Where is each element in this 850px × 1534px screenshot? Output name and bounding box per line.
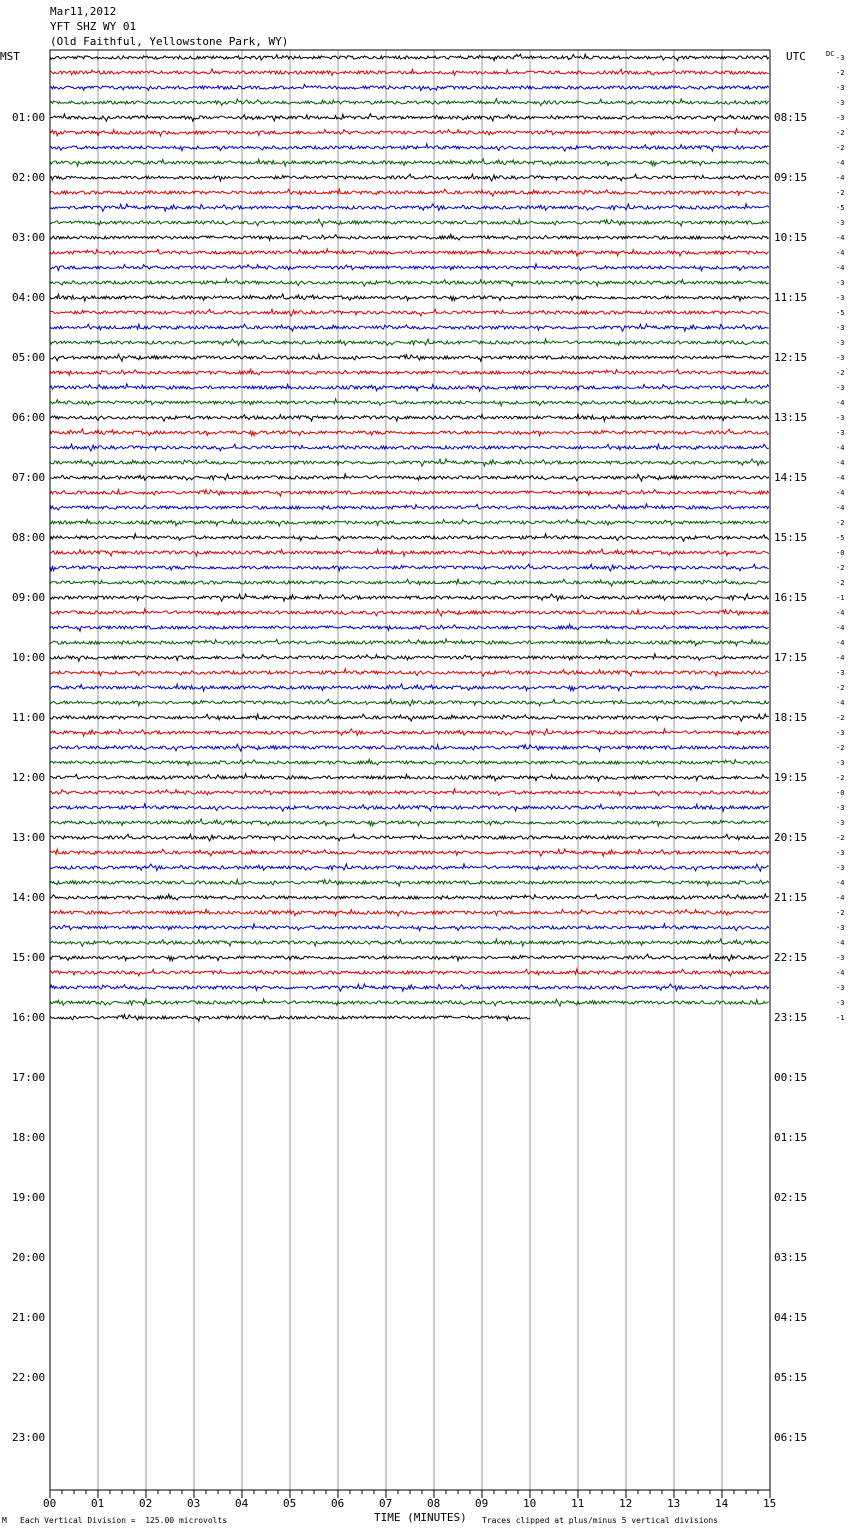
trace-row-49 bbox=[50, 789, 769, 796]
dc-offset-label: -4 bbox=[836, 398, 845, 407]
trace-row-25 bbox=[50, 429, 769, 436]
dc-offset-label: -2 bbox=[836, 143, 845, 152]
mst-hour-label: 08:00 bbox=[12, 530, 46, 544]
dc-offset-label: -5 bbox=[836, 533, 845, 542]
utc-hour-label: 13:15 bbox=[774, 410, 808, 424]
mst-hour-label: 13:00 bbox=[12, 830, 46, 844]
trace-row-32 bbox=[50, 534, 769, 541]
utc-axis-title: UTC bbox=[786, 50, 806, 63]
trace-row-51 bbox=[50, 819, 769, 826]
trace-row-23 bbox=[50, 399, 769, 406]
trace-row-59 bbox=[50, 939, 769, 946]
dc-offset-label: -4 bbox=[836, 263, 845, 272]
dc-offset-label: -3 bbox=[836, 293, 845, 302]
trace-row-39 bbox=[50, 639, 769, 646]
utc-hour-label: 17:15 bbox=[774, 650, 808, 664]
dc-offset-label: -3 bbox=[836, 728, 845, 737]
trace-row-44 bbox=[50, 714, 769, 721]
dc-offset-label: -2 bbox=[836, 128, 845, 137]
trace-row-46 bbox=[50, 744, 769, 751]
utc-hour-label: 15:15 bbox=[774, 530, 808, 544]
x-tick-label: 13 bbox=[667, 1497, 681, 1510]
dc-offset-label: -4 bbox=[836, 473, 845, 482]
trace-row-50 bbox=[50, 804, 769, 811]
trace-row-3 bbox=[50, 99, 769, 106]
dc-offset-label: -2 bbox=[836, 578, 845, 587]
dc-offset-label: -3 bbox=[836, 983, 845, 992]
location-label: (Old Faithful, Yellowstone Park, WY) bbox=[50, 35, 289, 48]
dc-offset-label: -3 bbox=[836, 998, 845, 1007]
dc-offset-label: -3 bbox=[836, 338, 845, 347]
mst-hour-label: 01:00 bbox=[12, 110, 46, 124]
trace-row-28 bbox=[50, 474, 769, 481]
utc-hour-label: 09:15 bbox=[774, 170, 808, 184]
trace-row-36 bbox=[50, 594, 769, 601]
dc-offset-label: -4 bbox=[836, 233, 845, 242]
dc-offset-label: -4 bbox=[836, 173, 845, 182]
dc-offset-label: -4 bbox=[836, 968, 845, 977]
dc-offset-label: -3 bbox=[836, 278, 845, 287]
utc-hour-label: 23:15 bbox=[774, 1010, 808, 1024]
dc-offset-label: -2 bbox=[836, 68, 845, 77]
dc-offset-label: -2 bbox=[836, 743, 845, 752]
dc-offset-label: -3 bbox=[836, 803, 845, 812]
mst-hour-label: 15:00 bbox=[12, 950, 46, 964]
dc-offset-label: -3 bbox=[836, 413, 845, 422]
dc-offset-label: -4 bbox=[836, 653, 845, 662]
x-tick-label: 05 bbox=[283, 1497, 297, 1510]
dc-offset-label: -3 bbox=[836, 953, 845, 962]
dc-offset-label: -3 bbox=[836, 83, 845, 92]
trace-row-48 bbox=[50, 774, 769, 781]
dc-offset-label: -4 bbox=[836, 503, 845, 512]
dc-offset-label: -5 bbox=[836, 308, 845, 317]
x-tick-label: 01 bbox=[91, 1497, 105, 1510]
dc-offset-label: -2 bbox=[836, 713, 845, 722]
dc-offset-label: -2 bbox=[836, 518, 845, 527]
dc-offset-label: -3 bbox=[836, 218, 845, 227]
trace-row-30 bbox=[50, 504, 769, 510]
trace-row-20 bbox=[50, 354, 769, 361]
mst-hour-label: 19:00 bbox=[12, 1190, 46, 1204]
dc-offset-label: -2 bbox=[836, 368, 845, 377]
trace-row-24 bbox=[50, 414, 769, 421]
trace-row-61 bbox=[50, 969, 769, 976]
trace-row-47 bbox=[50, 759, 769, 765]
utc-hour-label: 20:15 bbox=[774, 830, 808, 844]
x-tick-label: 11 bbox=[571, 1497, 585, 1510]
utc-hour-label: 04:15 bbox=[774, 1310, 808, 1324]
utc-hour-label: 14:15 bbox=[774, 470, 808, 484]
trace-row-19 bbox=[50, 339, 769, 346]
dc-offset-label: -4 bbox=[836, 698, 845, 707]
corner-mark: M bbox=[2, 1516, 7, 1525]
trace-row-55 bbox=[50, 880, 769, 887]
dc-offset-label: -4 bbox=[836, 878, 845, 887]
utc-hour-label: 02:15 bbox=[774, 1190, 808, 1204]
trace-row-22 bbox=[50, 384, 769, 391]
dc-offset-label: -4 bbox=[836, 938, 845, 947]
utc-hour-label: 21:15 bbox=[774, 890, 808, 904]
trace-row-31 bbox=[50, 519, 769, 526]
x-tick-label: 10 bbox=[523, 1497, 537, 1510]
trace-row-14 bbox=[50, 264, 769, 271]
trace-row-60 bbox=[50, 954, 769, 961]
x-tick-label: 09 bbox=[475, 1497, 489, 1510]
trace-row-57 bbox=[50, 909, 769, 916]
dc-offset-label: -3 bbox=[836, 428, 845, 437]
trace-row-6 bbox=[50, 144, 769, 151]
station-label: YFT SHZ WY 01 bbox=[50, 20, 137, 33]
utc-hour-label: 16:15 bbox=[774, 590, 808, 604]
x-tick-label: 14 bbox=[715, 1497, 729, 1510]
trace-row-7 bbox=[50, 159, 769, 166]
trace-row-17 bbox=[50, 309, 769, 316]
trace-row-43 bbox=[50, 699, 769, 706]
mst-hour-label: 16:00 bbox=[12, 1010, 46, 1024]
dc-offset-label: -3 bbox=[836, 668, 845, 677]
dc-offset-label: -1 bbox=[836, 1013, 845, 1022]
x-tick-label: 06 bbox=[331, 1497, 345, 1510]
dc-offset-label: -3 bbox=[836, 353, 845, 362]
trace-row-42 bbox=[50, 684, 769, 691]
trace-row-15 bbox=[50, 279, 769, 286]
trace-row-52 bbox=[50, 834, 769, 841]
x-tick-label: 00 bbox=[43, 1497, 57, 1510]
seismic-traces bbox=[50, 54, 769, 1021]
trace-row-12 bbox=[50, 234, 769, 240]
dc-offset-label: -4 bbox=[836, 443, 845, 452]
mst-hour-label: 09:00 bbox=[12, 590, 46, 604]
dc-offset-label: -2 bbox=[836, 773, 845, 782]
mst-hour-label: 05:00 bbox=[12, 350, 46, 364]
dc-offset-label: -4 bbox=[836, 248, 845, 257]
utc-hour-label: 03:15 bbox=[774, 1250, 808, 1264]
dc-offset-label: -3 bbox=[836, 758, 845, 767]
trace-row-63 bbox=[50, 999, 769, 1006]
utc-hour-label: 18:15 bbox=[774, 710, 808, 724]
trace-row-13 bbox=[50, 249, 769, 256]
trace-row-53 bbox=[50, 849, 769, 856]
trace-row-40 bbox=[50, 654, 769, 661]
trace-row-34 bbox=[50, 564, 769, 571]
dc-offset-label: -3 bbox=[836, 113, 845, 122]
dc-offset-label: -3 bbox=[836, 383, 845, 392]
dc-column-title: DC bbox=[826, 50, 835, 58]
mst-hour-label: 21:00 bbox=[12, 1310, 46, 1324]
trace-row-38 bbox=[50, 624, 769, 631]
mst-hour-label: 10:00 bbox=[12, 650, 46, 664]
trace-row-0 bbox=[50, 54, 769, 61]
trace-row-9 bbox=[50, 189, 769, 196]
utc-hour-label: 19:15 bbox=[774, 770, 808, 784]
x-tick-label: 15 bbox=[763, 1497, 777, 1510]
dc-offset-label: -1 bbox=[836, 593, 845, 602]
dc-offset-label: -3 bbox=[836, 848, 845, 857]
x-tick-label: 12 bbox=[619, 1497, 633, 1510]
dc-offset-label: -4 bbox=[836, 608, 845, 617]
mst-hour-label: 23:00 bbox=[12, 1430, 46, 1444]
utc-hour-label: 06:15 bbox=[774, 1430, 808, 1444]
date-label: Mar11,2012 bbox=[50, 5, 117, 18]
trace-row-2 bbox=[50, 84, 769, 90]
dc-offset-label: -5 bbox=[836, 203, 845, 212]
dc-offset-label: -3 bbox=[836, 863, 845, 872]
dc-offset-label: -0 bbox=[836, 548, 845, 557]
dc-offset-label: -2 bbox=[836, 908, 845, 917]
mst-hour-label: 07:00 bbox=[12, 470, 46, 484]
mst-hour-label: 12:00 bbox=[12, 770, 46, 784]
mst-hour-label: 17:00 bbox=[12, 1070, 46, 1084]
trace-row-26 bbox=[50, 444, 769, 451]
utc-hour-label: 12:15 bbox=[774, 350, 808, 364]
mst-hour-label: 02:00 bbox=[12, 170, 46, 184]
mst-hour-label: 03:00 bbox=[12, 230, 46, 244]
mst-hour-label: 18:00 bbox=[12, 1130, 46, 1144]
trace-row-37 bbox=[50, 609, 769, 616]
trace-row-27 bbox=[50, 459, 769, 466]
mst-hour-label: 22:00 bbox=[12, 1370, 46, 1384]
trace-row-8 bbox=[50, 174, 769, 181]
x-tick-label: 04 bbox=[235, 1497, 249, 1510]
trace-row-29 bbox=[50, 490, 769, 497]
x-tick-label: 07 bbox=[379, 1497, 393, 1510]
trace-row-1 bbox=[50, 69, 769, 76]
trace-row-10 bbox=[50, 204, 769, 211]
x-tick-label: 03 bbox=[187, 1497, 201, 1510]
dc-offset-label: -0 bbox=[836, 788, 845, 797]
utc-hour-label: 22:15 bbox=[774, 950, 808, 964]
trace-row-35 bbox=[50, 579, 769, 586]
trace-row-58 bbox=[50, 924, 769, 931]
trace-row-56 bbox=[50, 894, 769, 900]
scale-note: Each Vertical Division = 125.00 microvolts bbox=[20, 1516, 228, 1525]
trace-row-21 bbox=[50, 369, 769, 375]
dc-offset-label: -3 bbox=[836, 53, 845, 62]
trace-row-16 bbox=[50, 294, 769, 301]
x-axis-title: TIME (MINUTES) bbox=[374, 1511, 467, 1524]
trace-row-11 bbox=[50, 219, 769, 226]
dc-offset-label: -4 bbox=[836, 158, 845, 167]
dc-offset-label: -4 bbox=[836, 458, 845, 467]
trace-row-41 bbox=[50, 669, 769, 676]
utc-hour-label: 10:15 bbox=[774, 230, 808, 244]
mst-hour-label: 04:00 bbox=[12, 290, 46, 304]
dc-offset-label: -2 bbox=[836, 833, 845, 842]
utc-hour-label: 05:15 bbox=[774, 1370, 808, 1384]
utc-hour-label: 00:15 bbox=[774, 1070, 808, 1084]
dc-offset-label: -2 bbox=[836, 683, 845, 692]
dc-offset-label: -2 bbox=[836, 563, 845, 572]
dc-offset-label: -3 bbox=[836, 98, 845, 107]
trace-row-18 bbox=[50, 324, 769, 331]
clip-note: Traces clipped at plus/minus 5 vertical divisions bbox=[482, 1516, 719, 1525]
utc-hour-label: 01:15 bbox=[774, 1130, 808, 1144]
trace-row-54 bbox=[50, 864, 769, 871]
dc-offset-label: -3 bbox=[836, 323, 845, 332]
dc-offset-label: -3 bbox=[836, 818, 845, 827]
x-axis-ticks bbox=[50, 1490, 770, 1498]
dc-offset-label: -3 bbox=[836, 923, 845, 932]
mst-hour-label: 14:00 bbox=[12, 890, 46, 904]
mst-hour-label: 06:00 bbox=[12, 410, 46, 424]
dc-offset-label: -2 bbox=[836, 188, 845, 197]
utc-hour-label: 11:15 bbox=[774, 290, 808, 304]
dc-offset-label: -4 bbox=[836, 488, 845, 497]
trace-row-33 bbox=[50, 549, 769, 556]
x-tick-label: 08 bbox=[427, 1497, 441, 1510]
x-tick-label: 02 bbox=[139, 1497, 153, 1510]
trace-row-45 bbox=[50, 729, 769, 736]
dc-offset-label: -4 bbox=[836, 638, 845, 647]
trace-row-62 bbox=[50, 984, 769, 991]
mst-hour-label: 20:00 bbox=[12, 1250, 46, 1264]
dc-offset-label: -4 bbox=[836, 623, 845, 632]
trace-row-5 bbox=[50, 129, 769, 136]
mst-axis-title: MST bbox=[0, 50, 20, 63]
utc-hour-label: 08:15 bbox=[774, 110, 808, 124]
trace-row-4 bbox=[50, 114, 769, 122]
mst-hour-label: 11:00 bbox=[12, 710, 46, 724]
dc-offset-label: -4 bbox=[836, 893, 845, 902]
